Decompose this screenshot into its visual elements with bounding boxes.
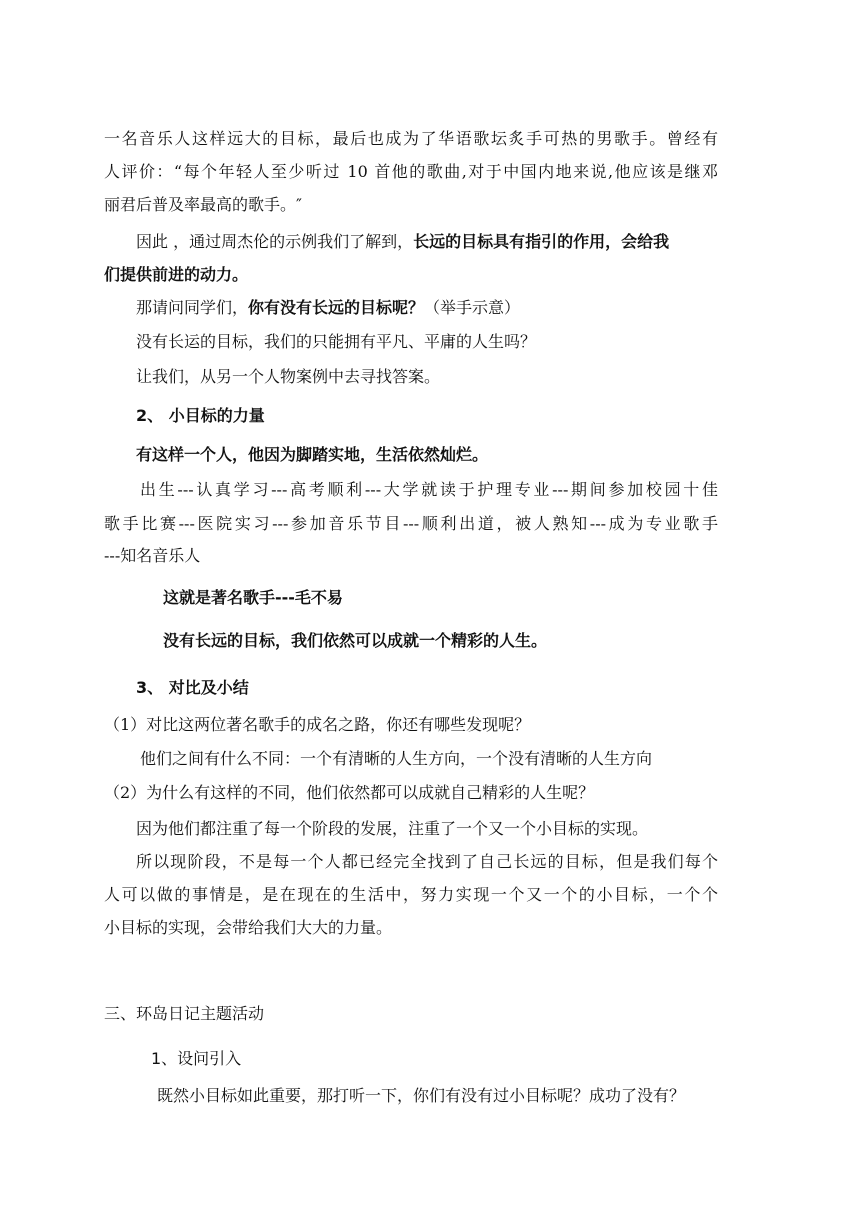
paragraph-line: 一名音乐人这样远大的目标，最后也成为了华语歌坛炙手可热的男歌手。曾经有 <box>104 129 718 148</box>
paragraph-line: 小目标的实现，会带给我们大大的力量。 <box>104 918 393 937</box>
emphasis-text: 没有长远的目标，我们依然可以成就一个精彩的人生。 <box>163 631 548 650</box>
subsection-heading: 1、设问引入 <box>151 1049 242 1068</box>
section-heading: 2、 小目标的力量 <box>136 406 265 425</box>
paragraph: 让我们，从另一个人物案例中去寻找答案。 <box>136 367 441 386</box>
emphasis-text: 这就是著名歌手---毛不易 <box>163 588 343 607</box>
paragraph-line: 人评价：“每个年轻人至少听过 10 首他的歌曲,对于中国内地来说,他应该是继邓 <box>104 162 718 181</box>
paragraph: 没有长运的目标，我们的只能拥有平凡、平庸的人生吗？ <box>136 332 537 351</box>
paragraph-text: 因此 ，通过周杰伦的示例我们了解到， <box>136 232 414 251</box>
emphasis-text: 有这样一个人，他因为脚踏实地，生活依然灿烂。 <box>136 445 489 464</box>
paragraph: 既然小目标如此重要，那打听一下，你们有没有过小目标呢？成功了没有？ <box>157 1086 686 1105</box>
paragraph: 他们之间有什么不同：一个有清晰的人生方向，一个没有清晰的人生方向 <box>140 749 653 768</box>
paragraph <box>136 231 669 253</box>
paragraph <box>136 297 520 319</box>
paragraph-text: （举手示意） <box>424 298 521 317</box>
paragraph-line: 歌手比赛---医院实习---参加音乐节目---顺利出道，被人熟知---成为专业歌手 <box>104 514 718 533</box>
paragraph-line: 出生---认真学习---高考顺利---大学就读于护理专业---期间参加校园十佳 <box>140 480 718 499</box>
emphasis-text: 长远的目标具有指引的作用，会给我 <box>413 232 670 251</box>
paragraph-line: ---知名音乐人 <box>104 546 201 565</box>
paragraph: 因为他们都注重了每一个阶段的发展，注重了一个又一个小目标的实现。 <box>136 819 649 838</box>
paragraph-line: 所以现阶段，不是每一个人都已经完全找到了自己长远的目标，但是我们每个 <box>136 852 718 871</box>
section-heading: 三、环岛日记主题活动 <box>104 1004 265 1023</box>
section-heading: 3、 对比及小结 <box>136 678 249 697</box>
paragraph-line: 人可以做的事情是，是在现在的生活中，努力实现一个又一个的小目标，一个个 <box>104 885 718 904</box>
paragraph-text: 那请问同学们， <box>136 298 249 317</box>
emphasis-text: 们提供前进的动力。 <box>104 265 249 284</box>
paragraph-line: 丽君后普及率最高的歌手。″ <box>104 195 302 214</box>
emphasis-text: 你有没有长远的目标呢？ <box>248 298 425 317</box>
question-text: （1）对比这两位著名歌手的成名之路，你还有哪些发现呢？ <box>104 715 531 734</box>
question-text: （2）为什么有这样的不同，他们依然都可以成就自己精彩的人生呢？ <box>104 783 595 802</box>
